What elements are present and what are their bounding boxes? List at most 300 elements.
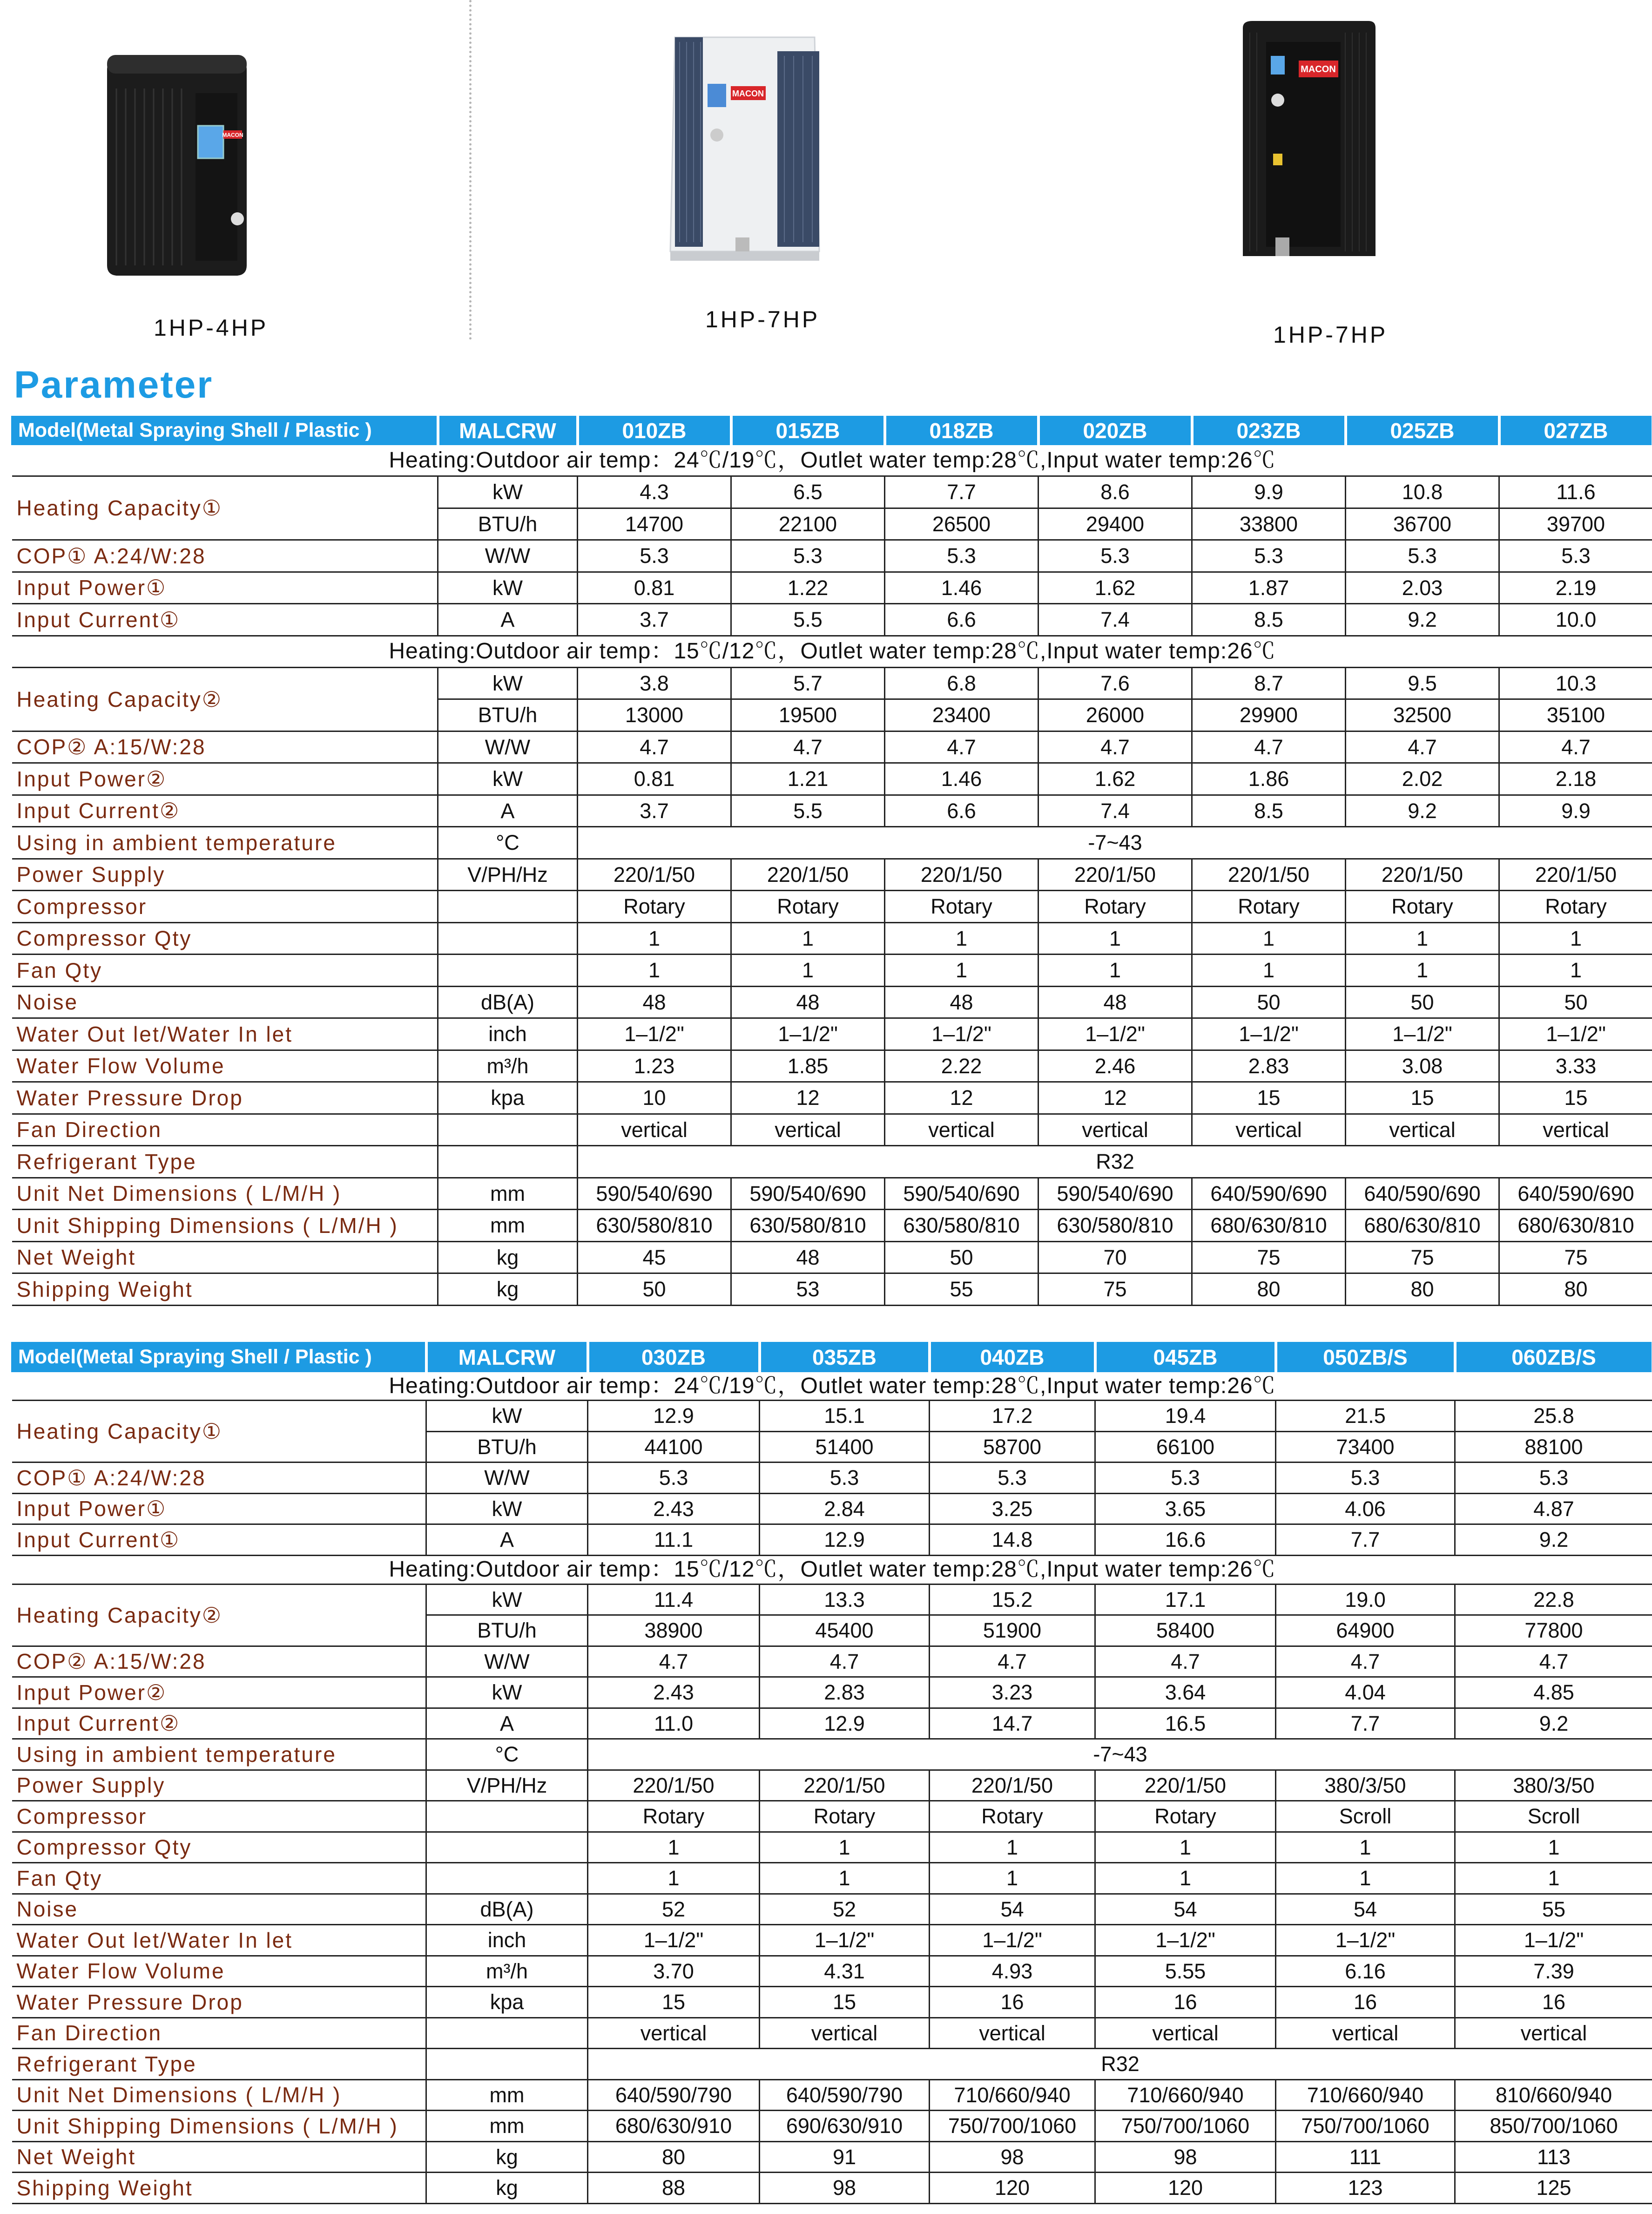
row-unit (426, 1863, 588, 1894)
row-value: Rotary (1499, 891, 1652, 923)
row-value: 7.6 (1038, 667, 1192, 699)
row-value: 16 (1095, 1987, 1276, 2018)
row-unit: BTU/h (426, 1615, 588, 1646)
row-value: 1–1/2" (1455, 1925, 1652, 1956)
row-value: 48 (578, 986, 731, 1018)
row-value: 15 (1499, 1082, 1652, 1114)
row-value: 54 (1276, 1894, 1455, 1925)
row-value: 1–1/2" (731, 1018, 885, 1050)
row-value: 2.43 (588, 1677, 760, 1708)
row-label: COP① A:24/W:28 (12, 1462, 426, 1494)
row-value: 2.19 (1499, 572, 1652, 604)
row-value: 5.7 (731, 667, 885, 699)
row-value: 2.18 (1499, 763, 1652, 795)
row-value: 8.5 (1192, 604, 1346, 636)
row-value: 50 (885, 1241, 1038, 1273)
row-unit: m³/h (438, 1050, 578, 1082)
product-image-1 (98, 51, 256, 279)
product-caption-3: 1HP-7HP (1273, 322, 1388, 348)
header-cell: 060ZB/S (1455, 1343, 1652, 1372)
row-value: 750/700/1060 (930, 2111, 1095, 2142)
row-unit (438, 1146, 578, 1178)
row-value: 6.6 (885, 604, 1038, 636)
row-value: 1 (1499, 922, 1652, 955)
row-label: Unit Shipping Dimensions ( L/M/H ) (12, 2111, 426, 2142)
row-value: 1–1/2" (1276, 1925, 1455, 1956)
row-unit: kW (426, 1584, 588, 1615)
row-label: Noise (12, 1894, 426, 1925)
row-unit: dB(A) (426, 1894, 588, 1925)
table-row (12, 572, 1652, 604)
row-unit: BTU/h (426, 1431, 588, 1462)
row-value: 630/580/810 (885, 1210, 1038, 1242)
row-label: Input Current② (12, 795, 438, 827)
row-value-span: R32 (588, 2049, 1652, 2080)
row-label: Power Supply (12, 859, 438, 891)
row-value: 4.7 (885, 731, 1038, 763)
table-row (12, 986, 1652, 1018)
row-value: 2.02 (1346, 763, 1499, 795)
row-value: 80 (588, 2141, 760, 2173)
row-value: 111 (1276, 2141, 1455, 2173)
row-value: 590/540/690 (885, 1178, 1038, 1210)
row-value: 11.0 (588, 1708, 760, 1739)
row-label: Using in ambient temperature (12, 827, 438, 859)
row-value: Rotary (760, 1801, 930, 1832)
row-label: Shipping Weight (12, 1273, 438, 1306)
row-value: 21.5 (1276, 1401, 1455, 1432)
row-unit (426, 2018, 588, 2049)
row-value: 15 (1192, 1082, 1346, 1114)
row-value: 710/660/940 (930, 2079, 1095, 2111)
row-value: 113 (1455, 2141, 1652, 2173)
row-value: 53 (731, 1273, 885, 1306)
row-value: 4.85 (1455, 1677, 1652, 1708)
row-value: Scroll (1276, 1801, 1455, 1832)
row-value: 4.06 (1276, 1493, 1455, 1524)
row-value: 17.2 (930, 1401, 1095, 1432)
row-value: 1–1/2" (578, 1018, 731, 1050)
row-value: 6.16 (1276, 1956, 1455, 1987)
row-value: 66100 (1095, 1431, 1276, 1462)
row-value: 16.5 (1095, 1708, 1276, 1739)
row-value: 680/630/910 (588, 2111, 760, 2142)
row-value: 48 (731, 986, 885, 1018)
row-value: 1 (1095, 1863, 1276, 1894)
header-cell: 027ZB (1499, 417, 1652, 445)
row-value: 710/660/940 (1095, 2079, 1276, 2111)
row-value: 75 (1346, 1241, 1499, 1273)
row-value: 1–1/2" (1499, 1018, 1652, 1050)
row-value: 1.46 (885, 763, 1038, 795)
header-cell: 015ZB (731, 417, 885, 445)
row-value: 52 (588, 1894, 760, 1925)
row-unit: kW (438, 476, 578, 508)
row-unit (438, 891, 578, 923)
row-label: Unit Net Dimensions ( L/M/H ) (12, 2079, 426, 2111)
row-value: 0.81 (578, 763, 731, 795)
row-value: 750/700/1060 (1276, 2111, 1455, 2142)
row-value: 220/1/50 (930, 1770, 1095, 1801)
row-unit: mm (438, 1210, 578, 1242)
row-value: 15 (1346, 1082, 1499, 1114)
header-cell: 023ZB (1192, 417, 1346, 445)
row-value: 5.3 (731, 540, 885, 572)
table-row (12, 1082, 1652, 1114)
row-value: Scroll (1455, 1801, 1652, 1832)
table-row (12, 2049, 1652, 2080)
table-row (12, 1462, 1652, 1494)
condition-text: Heating:Outdoor air temp：24℃/19℃，Outlet water temp:28℃,Input water temp:26℃ (12, 445, 1652, 476)
row-value: 2.43 (588, 1493, 760, 1524)
row-value: 1 (885, 922, 1038, 955)
row-value: 80 (1192, 1273, 1346, 1306)
row-value: 12.9 (760, 1524, 930, 1556)
row-value: 17.1 (1095, 1584, 1276, 1615)
row-value: 38900 (588, 1615, 760, 1646)
row-value: 52 (760, 1894, 930, 1925)
row-unit: °C (438, 827, 578, 859)
row-value: 48 (731, 1241, 885, 1273)
row-value: vertical (1038, 1114, 1192, 1146)
row-unit: kW (426, 1677, 588, 1708)
row-unit: kpa (438, 1082, 578, 1114)
row-value: Rotary (588, 1801, 760, 1832)
header-cell: 010ZB (578, 417, 731, 445)
row-label: Compressor Qty (12, 1832, 426, 1863)
row-value: 4.7 (1455, 1646, 1652, 1677)
row-value: vertical (930, 2018, 1095, 2049)
row-value: 1.22 (731, 572, 885, 604)
table-row (12, 1146, 1652, 1178)
row-label: Fan Qty (12, 955, 438, 987)
row-value: 12.9 (588, 1401, 760, 1432)
row-value: 4.7 (588, 1646, 760, 1677)
row-unit (426, 1801, 588, 1832)
row-label: Compressor Qty (12, 922, 438, 955)
row-unit: A (426, 1708, 588, 1739)
row-value: 1 (1095, 1832, 1276, 1863)
row-value: 1.87 (1192, 572, 1346, 604)
condition-row (12, 1372, 1652, 1401)
row-label: Fan Direction (12, 2018, 426, 2049)
row-value: 5.5 (731, 604, 885, 636)
row-value: 16 (1455, 1987, 1652, 2018)
row-unit: kW (438, 572, 578, 604)
row-value: 630/580/810 (731, 1210, 885, 1242)
row-value: 5.3 (588, 1462, 760, 1494)
row-value: 10.3 (1499, 667, 1652, 699)
row-value: 4.7 (578, 731, 731, 763)
row-label: Input Power② (12, 763, 438, 795)
row-unit: A (438, 795, 578, 827)
row-label: Heating Capacity② (12, 1584, 426, 1646)
table-row (12, 2141, 1652, 2173)
row-value: 55 (885, 1273, 1038, 1306)
row-value: 10.0 (1499, 604, 1652, 636)
header-cell: MALCRW (426, 1343, 588, 1372)
row-unit: kW (426, 1493, 588, 1524)
row-value: 50 (578, 1273, 731, 1306)
table-row (12, 1956, 1652, 1987)
row-unit: kW (438, 763, 578, 795)
row-value: 1 (930, 1863, 1095, 1894)
row-value: 51400 (760, 1431, 930, 1462)
spec-table-2 (11, 1342, 1652, 2204)
row-value: 1 (731, 922, 885, 955)
row-value: 48 (885, 986, 1038, 1018)
row-value: 51900 (930, 1615, 1095, 1646)
row-value: 80 (1346, 1273, 1499, 1306)
row-value-span: -7~43 (588, 1739, 1652, 1770)
row-value: vertical (760, 2018, 930, 2049)
row-value: 3.7 (578, 795, 731, 827)
row-label: Refrigerant Type (12, 1146, 438, 1178)
row-value: 64900 (1276, 1615, 1455, 1646)
table-row (12, 922, 1652, 955)
row-value: 36700 (1346, 508, 1499, 540)
row-label: Fan Qty (12, 1863, 426, 1894)
row-value: 1 (1276, 1832, 1455, 1863)
row-value: 680/630/810 (1346, 1210, 1499, 1242)
row-value: 220/1/50 (885, 859, 1038, 891)
row-value: vertical (1455, 2018, 1652, 2049)
svg-text:MACON: MACON (1301, 64, 1336, 74)
row-value: 120 (930, 2173, 1095, 2204)
row-value: 12.9 (760, 1708, 930, 1739)
svg-text:MACON: MACON (222, 132, 243, 138)
table-row (12, 1018, 1652, 1050)
row-value: 54 (1095, 1894, 1276, 1925)
condition-text: Heating:Outdoor air temp：24℃/19℃，Outlet water temp:28℃,Input water temp:26℃ (12, 1372, 1652, 1401)
row-value: 1–1/2" (760, 1925, 930, 1956)
row-value: 1 (885, 955, 1038, 987)
row-unit: °C (426, 1739, 588, 1770)
row-value: 5.3 (1276, 1462, 1455, 1494)
row-value: 98 (1095, 2141, 1276, 2173)
row-label: Water Flow Volume (12, 1050, 438, 1082)
row-value: 220/1/50 (1095, 1770, 1276, 1801)
row-value: 26000 (1038, 699, 1192, 731)
row-value: 9.5 (1346, 667, 1499, 699)
row-value: 13.3 (760, 1584, 930, 1615)
row-unit: mm (426, 2079, 588, 2111)
row-value: 22.8 (1455, 1584, 1652, 1615)
header-model-cell: Model(Metal Spraying Shell / Plastic ) (12, 417, 438, 445)
row-value: 4.87 (1455, 1493, 1652, 1524)
row-unit: W/W (426, 1646, 588, 1677)
row-value: 26500 (885, 508, 1038, 540)
row-value: 12 (731, 1082, 885, 1114)
row-value: 45 (578, 1241, 731, 1273)
row-unit: W/W (438, 731, 578, 763)
row-unit: mm (438, 1178, 578, 1210)
row-value: 9.2 (1346, 795, 1499, 827)
row-label: Input Current② (12, 1708, 426, 1739)
row-value: 1–1/2" (588, 1925, 760, 1956)
row-value: 77800 (1455, 1615, 1652, 1646)
row-value: 15 (760, 1987, 930, 2018)
row-unit: kg (426, 2173, 588, 2204)
row-value: 3.64 (1095, 1677, 1276, 1708)
row-value: 7.4 (1038, 604, 1192, 636)
row-value: 220/1/50 (1346, 859, 1499, 891)
row-value: 4.7 (1276, 1646, 1455, 1677)
row-value: 1–1/2" (1095, 1925, 1276, 1956)
row-value: 5.3 (578, 540, 731, 572)
row-value: 9.9 (1499, 795, 1652, 827)
table-row (12, 1178, 1652, 1210)
table-header-row (12, 1343, 1652, 1372)
row-value: vertical (731, 1114, 885, 1146)
row-value: 16.6 (1095, 1524, 1276, 1556)
row-value: 3.7 (578, 604, 731, 636)
table-row (12, 1210, 1652, 1242)
row-label: Net Weight (12, 2141, 426, 2173)
row-value: 14700 (578, 508, 731, 540)
row-value: 58700 (930, 1431, 1095, 1462)
row-unit (426, 1832, 588, 1863)
row-value: vertical (1095, 2018, 1276, 2049)
row-label: Input Power② (12, 1677, 426, 1708)
table-row (12, 1770, 1652, 1801)
row-value: 1 (1455, 1863, 1652, 1894)
row-value: 680/630/810 (1192, 1210, 1346, 1242)
row-value: 1–1/2" (1346, 1018, 1499, 1050)
row-unit: W/W (438, 540, 578, 572)
row-value: 9.2 (1455, 1708, 1652, 1739)
row-value: 4.7 (760, 1646, 930, 1677)
row-value: 5.3 (1038, 540, 1192, 572)
table-row (12, 1832, 1652, 1863)
table-row (12, 859, 1652, 891)
table-row (12, 1987, 1652, 2018)
table-row (12, 1801, 1652, 1832)
row-value: 58400 (1095, 1615, 1276, 1646)
row-value: 7.7 (1276, 1524, 1455, 1556)
row-value: 1.85 (731, 1050, 885, 1082)
row-value: 1.46 (885, 572, 1038, 604)
row-unit (438, 955, 578, 987)
row-value: 690/630/910 (760, 2111, 930, 2142)
row-value: 11.6 (1499, 476, 1652, 508)
row-value: 3.25 (930, 1493, 1095, 1524)
table-row (12, 1241, 1652, 1273)
row-value: 680/630/810 (1499, 1210, 1652, 1242)
row-value: 220/1/50 (1192, 859, 1346, 891)
row-value: 1 (1346, 955, 1499, 987)
row-value: 640/590/790 (760, 2079, 930, 2111)
row-value: 630/580/810 (1038, 1210, 1192, 1242)
row-value: 19500 (731, 699, 885, 731)
row-value: 380/3/50 (1455, 1770, 1652, 1801)
row-value: vertical (1346, 1114, 1499, 1146)
row-value: 1.21 (731, 763, 885, 795)
row-value: 120 (1095, 2173, 1276, 2204)
row-value: 50 (1346, 986, 1499, 1018)
row-label: Input Power① (12, 1493, 426, 1524)
row-value: 1 (731, 955, 885, 987)
row-value: 1 (588, 1832, 760, 1863)
table-row (12, 1273, 1652, 1306)
row-value: 1 (1346, 922, 1499, 955)
row-value: vertical (578, 1114, 731, 1146)
row-label: Water Out let/Water In let (12, 1018, 438, 1050)
table-row (12, 1863, 1652, 1894)
table-row (12, 476, 1652, 508)
row-value: 22100 (731, 508, 885, 540)
row-value: 19.0 (1276, 1584, 1455, 1615)
row-value: 8.6 (1038, 476, 1192, 508)
row-value: 3.65 (1095, 1493, 1276, 1524)
row-value: 630/580/810 (578, 1210, 731, 1242)
row-value: 5.3 (1455, 1462, 1652, 1494)
row-value: 5.3 (1346, 540, 1499, 572)
row-unit: m³/h (426, 1956, 588, 1987)
row-value: 1 (1038, 955, 1192, 987)
table-row (12, 1524, 1652, 1556)
table-row (12, 1708, 1652, 1739)
row-value: 39700 (1499, 508, 1652, 540)
row-value: 48 (1038, 986, 1192, 1018)
header-cell: MALCRW (438, 417, 578, 445)
table-row (12, 667, 1652, 699)
row-value: 380/3/50 (1276, 1770, 1455, 1801)
condition-row (12, 636, 1652, 667)
table-row (12, 540, 1652, 572)
row-value: 98 (930, 2141, 1095, 2173)
product-image-2 (661, 33, 829, 265)
product-gallery (0, 0, 1652, 359)
row-value: 2.83 (1192, 1050, 1346, 1082)
row-value: 29900 (1192, 699, 1346, 731)
row-value: Rotary (885, 891, 1038, 923)
row-value: 88100 (1455, 1431, 1652, 1462)
row-value: 5.3 (1499, 540, 1652, 572)
spec-table-1 (11, 416, 1652, 1306)
row-value: 7.4 (1038, 795, 1192, 827)
row-value: 220/1/50 (1038, 859, 1192, 891)
row-value: 1 (1192, 955, 1346, 987)
row-value: 2.03 (1346, 572, 1499, 604)
product-caption-2: 1HP-7HP (705, 306, 820, 332)
row-value: 29400 (1038, 508, 1192, 540)
row-label: Unit Shipping Dimensions ( L/M/H ) (12, 1210, 438, 1242)
table-row (12, 2018, 1652, 2049)
row-value: 75 (1038, 1273, 1192, 1306)
row-unit: V/PH/Hz (426, 1770, 588, 1801)
row-value: 70 (1038, 1241, 1192, 1273)
row-value: 5.3 (885, 540, 1038, 572)
row-label: Heating Capacity① (12, 476, 438, 540)
row-value: 220/1/50 (588, 1770, 760, 1801)
row-value: 1 (588, 1863, 760, 1894)
row-unit: dB(A) (438, 986, 578, 1018)
condition-text: Heating:Outdoor air temp：15℃/12℃，Outlet water temp:28℃,Input water temp:26℃ (12, 636, 1652, 667)
table-row (12, 827, 1652, 859)
product-caption-1: 1HP-4HP (154, 315, 269, 341)
row-value: 220/1/50 (731, 859, 885, 891)
row-label: Using in ambient temperature (12, 1739, 426, 1770)
row-value: 220/1/50 (578, 859, 731, 891)
row-value: 11.1 (588, 1524, 760, 1556)
header-cell: 025ZB (1346, 417, 1499, 445)
row-value: Rotary (1038, 891, 1192, 923)
row-value: 5.3 (760, 1462, 930, 1494)
row-unit: inch (438, 1018, 578, 1050)
table-row (12, 891, 1652, 923)
row-value: 4.7 (1192, 731, 1346, 763)
